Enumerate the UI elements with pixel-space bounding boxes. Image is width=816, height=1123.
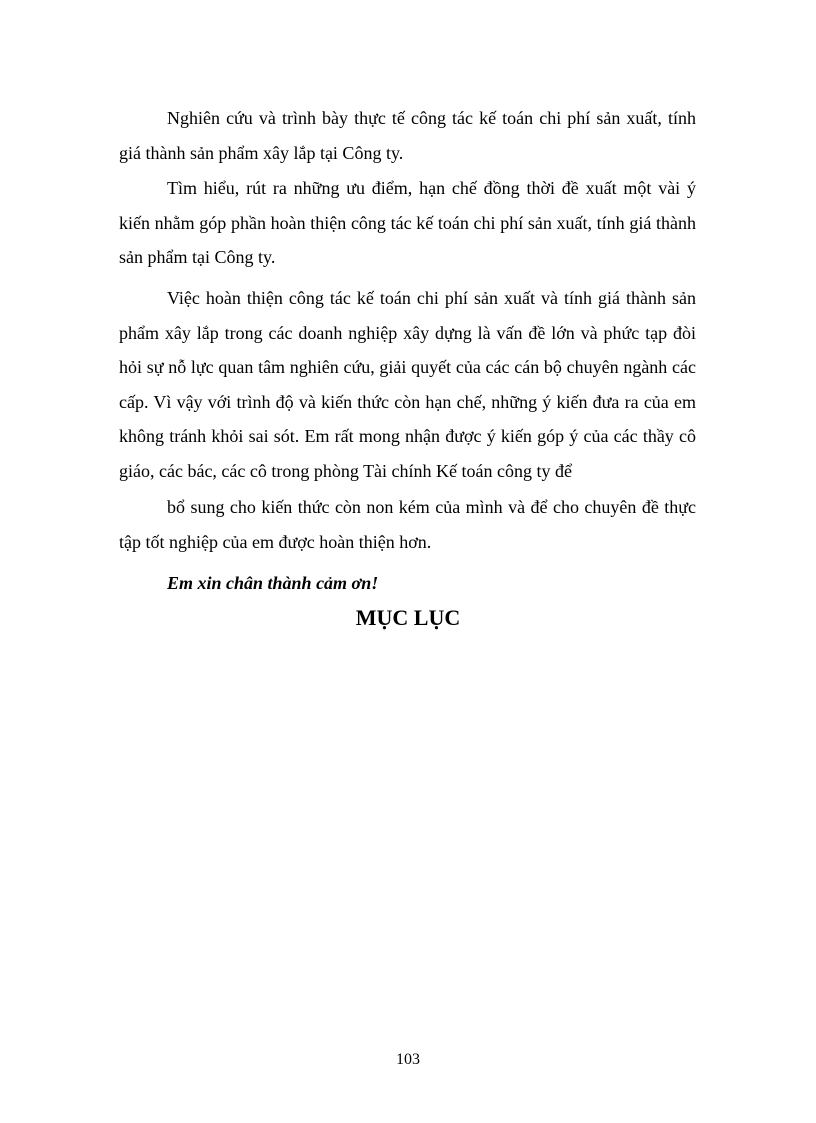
closing-thanks: Em xin chân thành cảm ơn! [167,573,379,593]
table-of-contents-heading: MỤC LỤC [355,605,461,630]
paragraph-findings: Tìm hiểu, rút ra những ưu điểm, hạn chế đồng thời đề xuất một vài ý kiến nhằm góp phần hoàn thiện công tác kế toán chi phí sản xuất, tính giá thành sản phẩm tại Công ty. [119,178,696,268]
page-number: 103 [396,1051,420,1068]
paragraph-improvement: Việc hoàn thiện công tác kế toán chi phí sản xuất và tính giá thành sản phẩm xây lắp trong các doanh nghiệp xây dựng là vấn đề lớn và phức tạp đòi hỏi sự nỗ lực quan tâm nghiên cứu, giải quyết của các cán bộ chuyên ngành các cấp. Vì vậy với trình độ và kiến thức còn hạn chế, những ý kiến đưa ra của em không tránh khỏi sai sót. Em rất mong nhận được ý kiến góp ý của các thầy cô giáo, các bác, các cô trong phòng Tài chính Kế toán công ty để [119,288,696,481]
paragraph-research: Nghiên cứu và trình bày thực tế công tác kế toán chi phí sản xuất, tính giá thành sản phẩm xây lắp tại Công ty. [119,108,696,163]
paragraph-supplement: bổ sung cho kiến thức còn non kém của mình và để cho chuyên đề thực tập tốt nghiệp của em được hoàn thiện hơn. [119,497,696,552]
